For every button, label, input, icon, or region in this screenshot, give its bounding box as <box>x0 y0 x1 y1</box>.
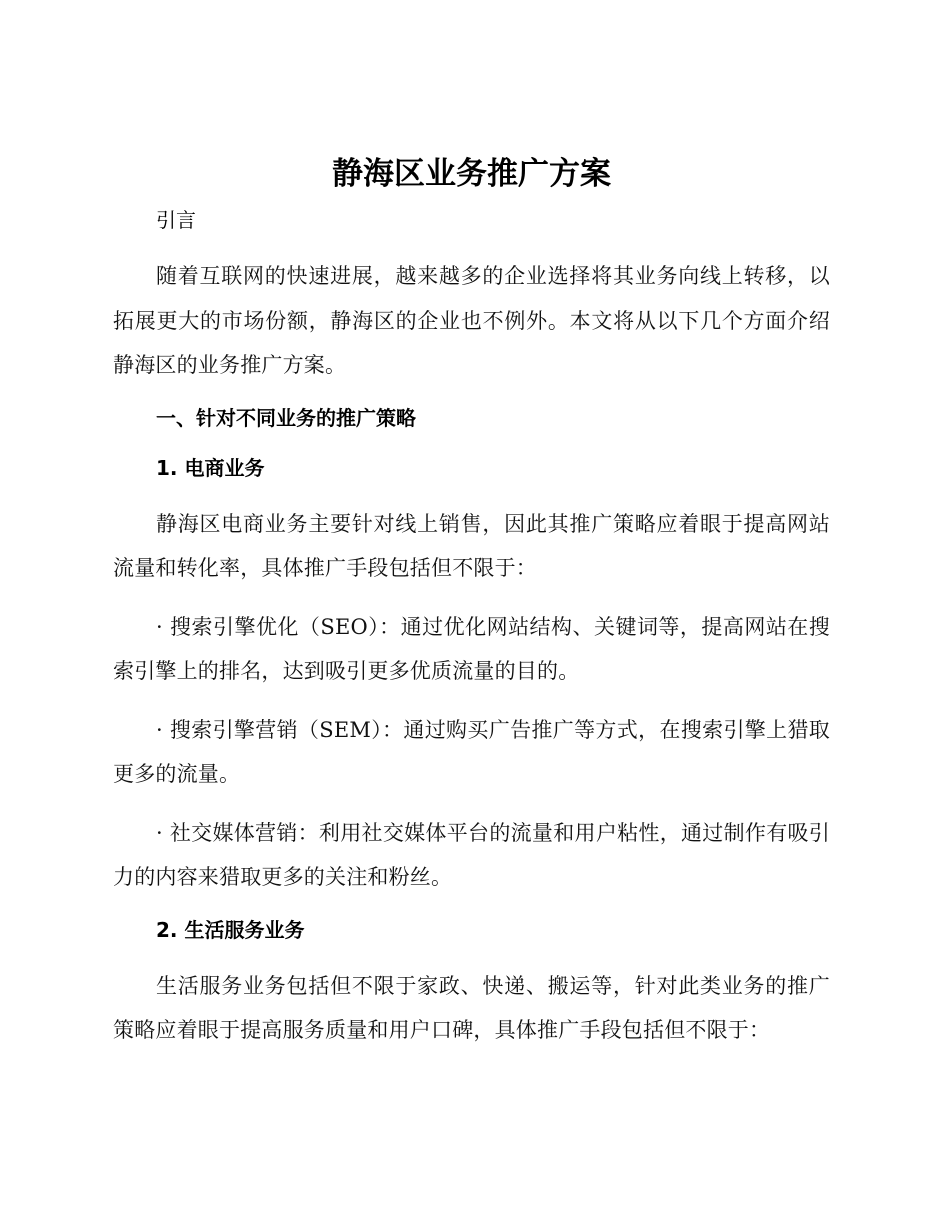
ecommerce-paragraph: 静海区电商业务主要针对线上销售，因此其推广策略应着眼于提高网站流量和转化率，具体推广手段包括但不限于： <box>113 511 830 580</box>
bullet-sem: · 搜索引擎营销（SEM）：通过购买广告推广等方式，在搜索引擎上猎取更多的流量。 <box>113 717 830 786</box>
document-title: 静海区业务推广方案 <box>332 156 611 192</box>
subsection-heading-ecommerce: 1. 电商业务 <box>156 455 265 480</box>
section-heading-strategy: 一、针对不同业务的推广策略 <box>156 405 416 430</box>
intro-paragraph: 随着互联网的快速进展，越来越多的企业选择将其业务向线上转移，以拓展更大的市场份额，静海区的企业也不例外。本文将从以下几个方面介绍静海区的业务推广方案。 <box>113 264 830 377</box>
intro-heading: 引言 <box>156 208 196 232</box>
bullet-seo: · 搜索引擎优化（SEO）：通过优化网站结构、关键词等，提高网站在搜索引擎上的排名，达到吸引更多优质流量的目的。 <box>113 614 830 683</box>
subsection-heading-life-services: 2. 生活服务业务 <box>156 917 305 942</box>
document-page <box>113 150 830 1067</box>
life-services-paragraph: 生活服务业务包括但不限于家政、快递、搬运等，针对此类业务的推广策略应着眼于提高服务质量和用户口碑，具体推广手段包括但不限于： <box>113 973 830 1042</box>
bullet-social-media: · 社交媒体营销：利用社交媒体平台的流量和用户粘性，通过制作有吸引力的内容来猎取更多的关注和粉丝。 <box>113 820 830 889</box>
